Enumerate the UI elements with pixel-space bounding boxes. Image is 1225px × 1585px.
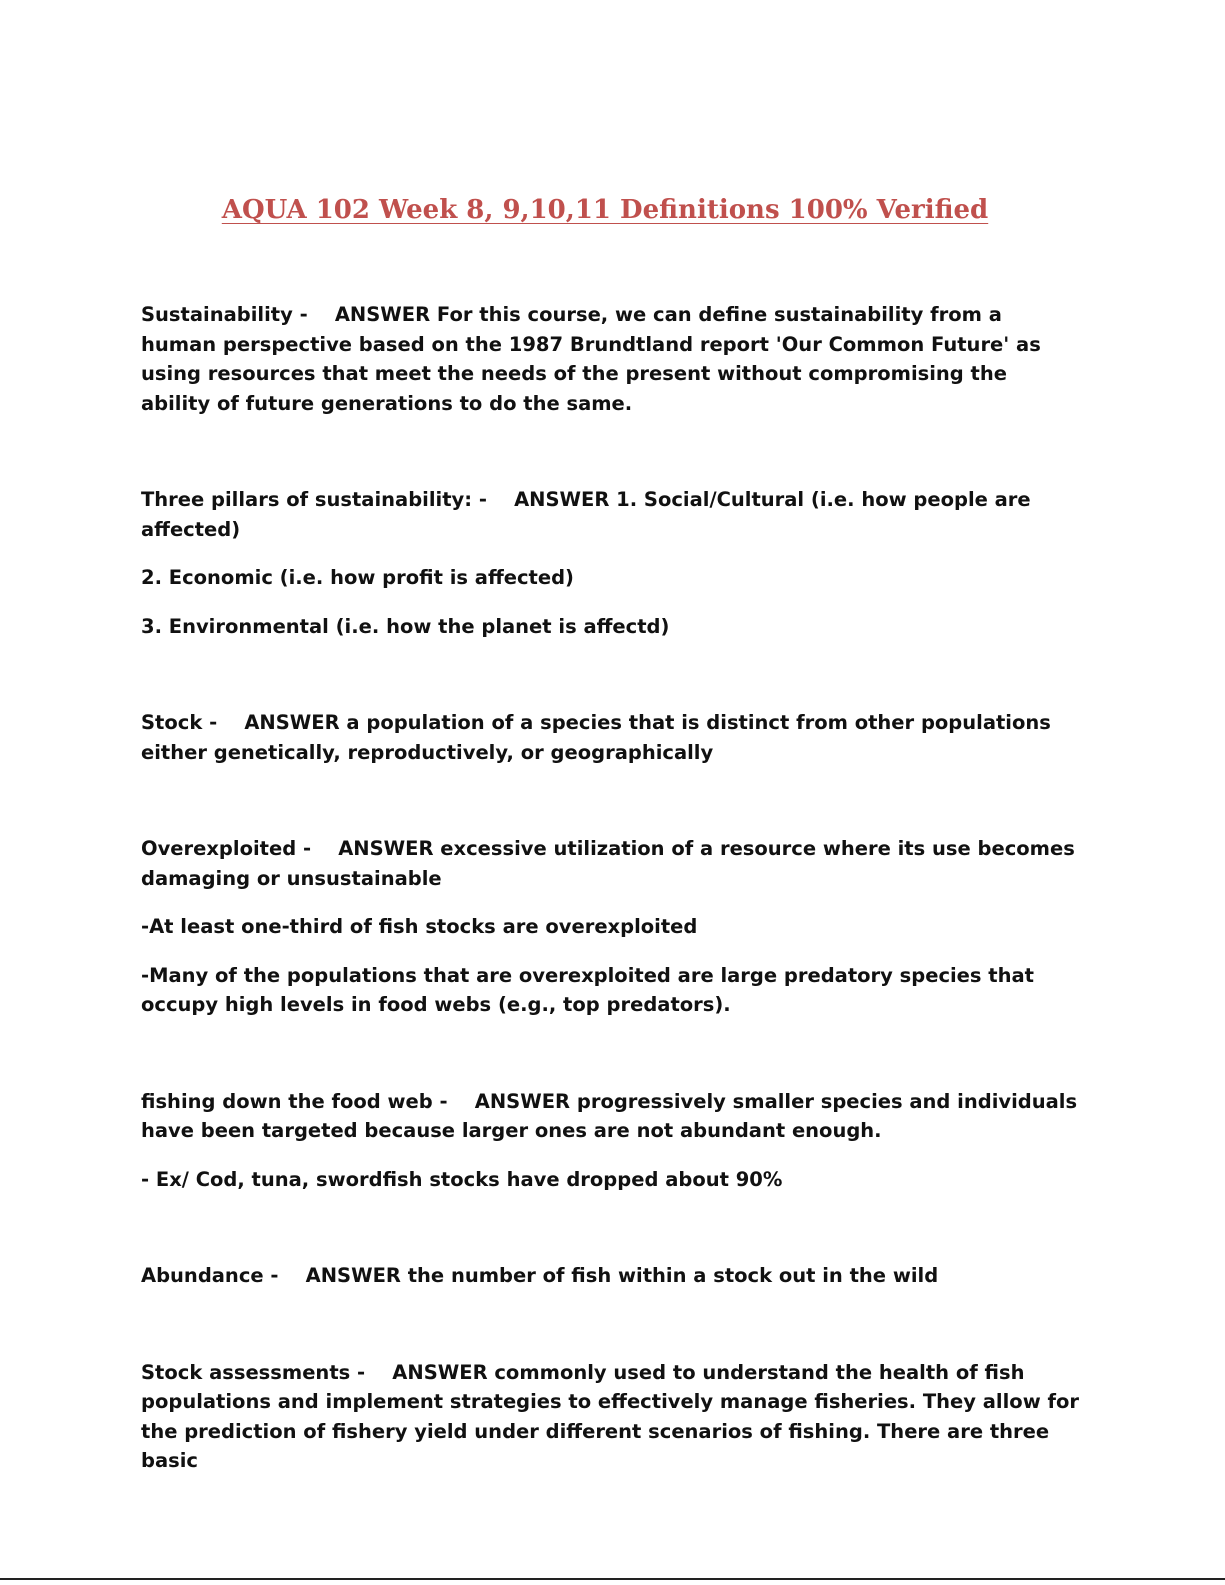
pillar-economic: 2. Economic (i.e. how profit is affected) xyxy=(141,566,574,589)
definition-fishing-down-food-web: fishing down the food web - ANSWER progressively smaller species and individuals have been targeted because larger ones are not abundant enough. xyxy=(141,1089,1084,1142)
overexploited-note-2: -Many of the populations that are overexploited are large predatory species that occupy high levels in food webs (e.g., top predators). xyxy=(141,963,1041,1016)
document-body xyxy=(141,300,1086,1476)
definition-overexploited: Overexploited - ANSWER excessive utilization of a resource where its use becomes damaging or unsustainable xyxy=(141,837,1082,890)
pillar-environmental: 3. Environmental (i.e. how the planet is affectd) xyxy=(141,614,670,638)
definition-sustainability: Sustainability - ANSWER For this course, we can define sustainability from a human perspective based on the 1987 Brundtland report 'Our Common Future' as using resources that meet the needs of the present without compromising the ability of future generations to do the same. xyxy=(141,303,1048,415)
definition-abundance: Abundance - ANSWER the number of fish within a stock out in the wild xyxy=(141,1264,939,1287)
overexploited-note-1: -At least one-third of fish stocks are overexploited xyxy=(141,915,698,938)
fishing-down-note-1: - Ex/ Cod, tuna, swordfish stocks have dropped about 90% xyxy=(141,1167,783,1191)
document-title: AQUA 102 Week 8, 9,10,11 Definitions 100% Verified xyxy=(221,195,989,225)
definition-stock: Stock - ANSWER a population of a species that is distinct from other populations either genetically, reproductively, or geographically xyxy=(141,711,1058,764)
definition-three-pillars: Three pillars of sustainability: - ANSWER 1. Social/Cultural (i.e. how people are affected) xyxy=(141,488,1038,541)
definition-stock-assessments: Stock assessments - ANSWER commonly used to understand the health of fish populations and implement strategies to effectively manage fisheries. They allow for the prediction of fishery yield under different scenarios of fishing. There are three basic xyxy=(141,1360,1086,1472)
